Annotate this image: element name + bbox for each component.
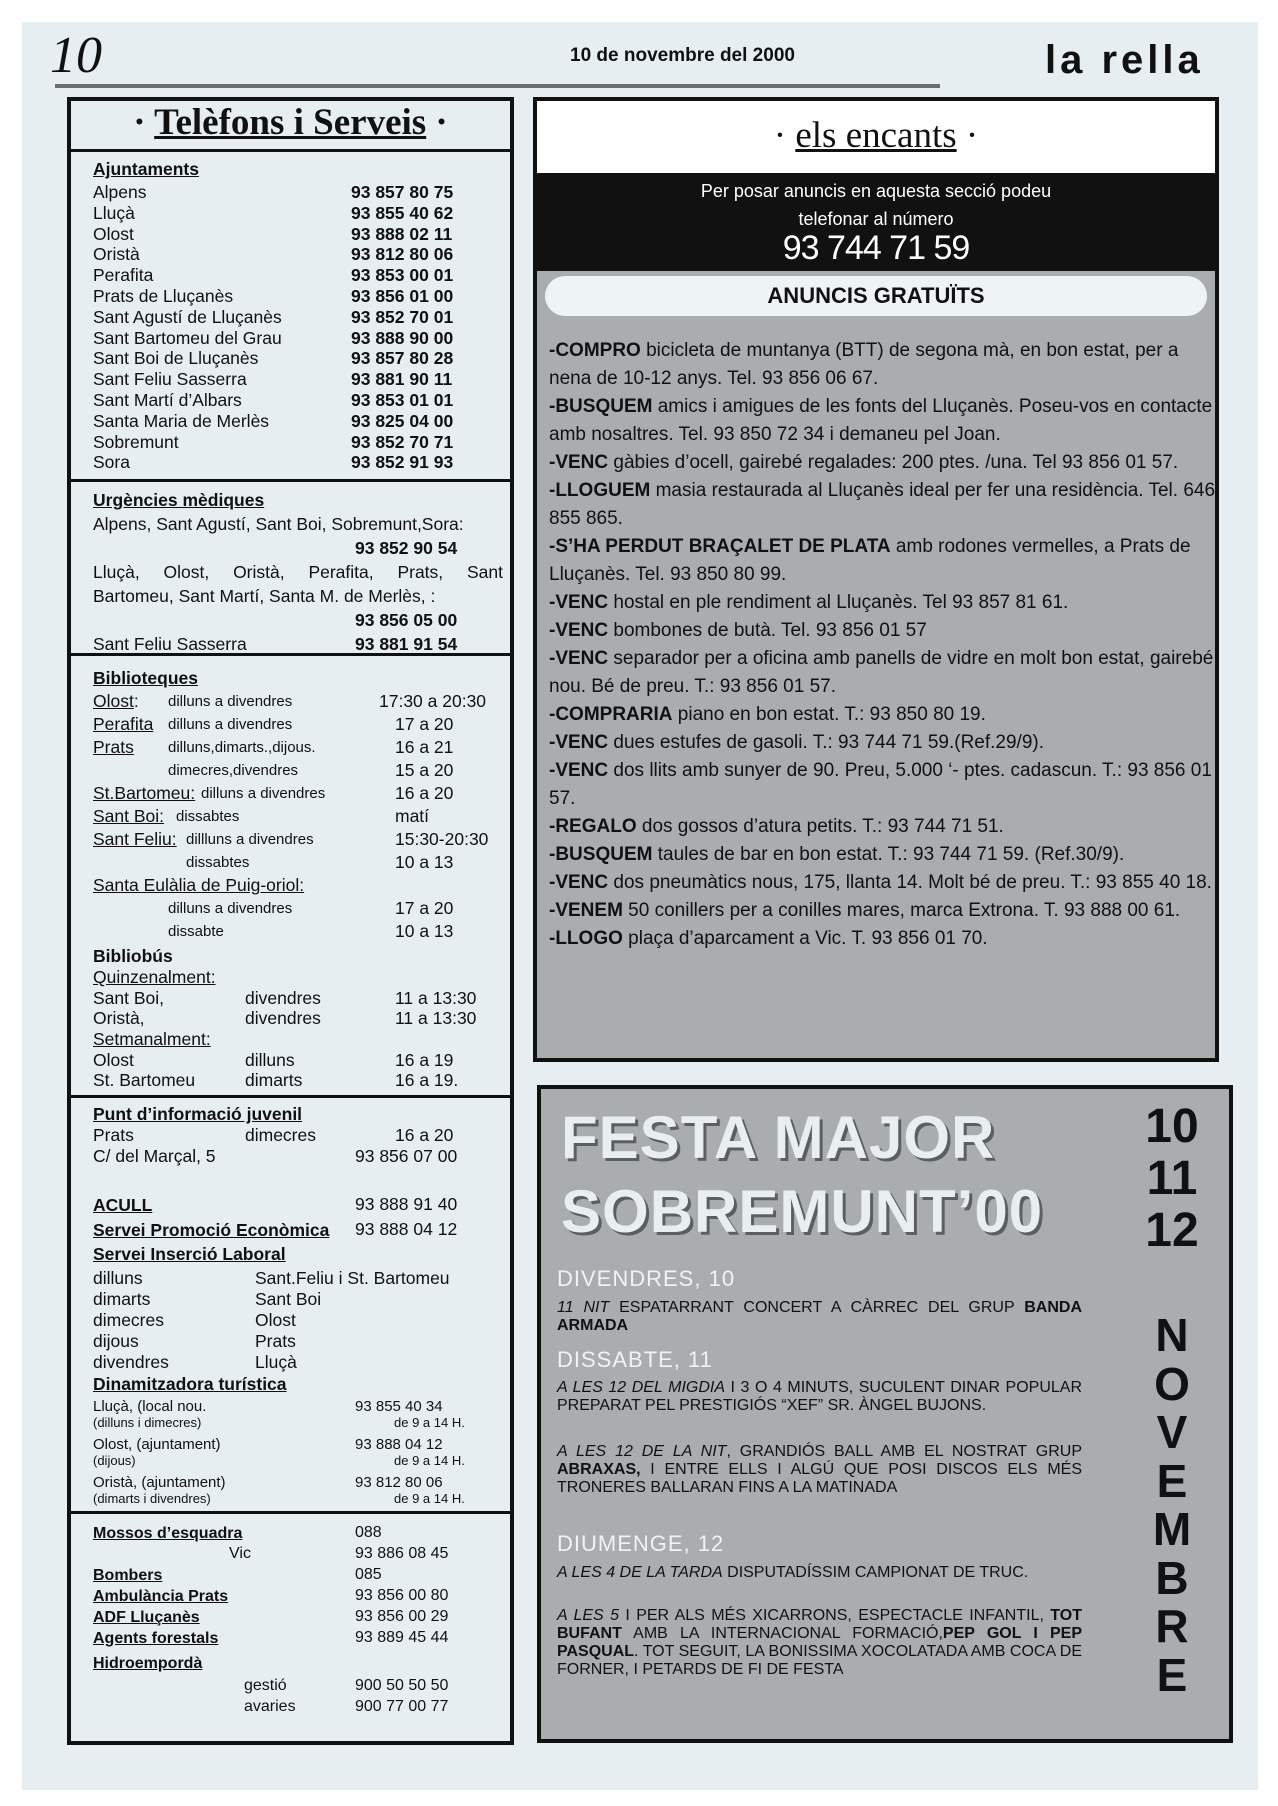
bibliobus-q2-place: Oristà, (93, 1008, 145, 1028)
ajuntament-phone: 93 855 40 62 (351, 202, 454, 223)
classified-ad (549, 337, 1219, 393)
ad-keyword: -VENEM (549, 900, 623, 921)
lib-santaeulalia: Santa Eulàlia de Puig-oriol: (93, 875, 305, 895)
classified-ad (549, 645, 1219, 701)
bibliobus-quinzenal: Quinzenalment: (93, 967, 216, 987)
classified-ad (549, 757, 1219, 813)
lib-perafita: Perafita (93, 714, 154, 734)
lib-santaeulalia-hours: 17 a 20 (395, 898, 454, 918)
ad-text: gàbies d’ocell, gairebé regalades: 200 ptes. /una. Tel 93 856 01 57. (608, 452, 1179, 473)
classified-ad (549, 841, 1219, 869)
encants-info-line2: telefonar al número (798, 209, 954, 229)
agents-label: Agents forestals (93, 1630, 219, 1647)
punt-section (71, 1098, 510, 1514)
encants-info-phone: 93 744 71 59 (782, 229, 970, 267)
punt-day: dimecres (245, 1125, 316, 1145)
dinam-orista-days: (dimarts i divendres) (93, 1491, 211, 1506)
ad-text: piano en bon estat. T.: 93 850 80 19. (672, 704, 986, 725)
ajuntament-name: Sant Agustí de Lluçanès (93, 306, 282, 327)
insercio-day: dijous (93, 1331, 139, 1351)
ajuntaments-section (71, 149, 510, 482)
festa-month-letter: N (1155, 1309, 1189, 1361)
insercio-place: Lluçà (255, 1352, 297, 1372)
ajuntament-name: Sant Boi de Lluçanès (93, 348, 259, 369)
bibliobus-s2-place: St. Bartomeu (93, 1070, 196, 1090)
insercio-day: divendres (93, 1352, 169, 1372)
bibliobus-setmanal: Setmanalment: (93, 1029, 211, 1049)
acull-label: ACULL (93, 1195, 153, 1215)
issue-date: 10 de novembre del 2000 (570, 45, 795, 66)
punt-phone: 93 856 07 00 (355, 1146, 458, 1166)
dinamitzadora-heading: Dinamitzadora turística (93, 1374, 287, 1394)
insercio-heading: Servei Inserció Laboral (93, 1244, 286, 1264)
ad-text: masia restaurada al Lluçanès ideal per fer una residència. Tel. 646 855 865. (549, 480, 1216, 529)
urgencies-phone-1: 93 852 90 54 (355, 538, 458, 558)
vic-label: Vic (229, 1545, 251, 1562)
dinam-olost-hours: de 9 a 14 H. (394, 1453, 465, 1468)
classified-ad (549, 701, 1219, 729)
lib-stbartomeu: St.Bartomeu: (93, 783, 196, 803)
classified-ad (549, 589, 1219, 617)
ajuntament-phone: 93 853 01 01 (351, 390, 454, 410)
ajuntament-phone: 93 881 90 11 (351, 369, 453, 390)
festa-title-line2: SOBREMUNT’00 (561, 1178, 1044, 1245)
bibliobus-q1-place: Sant Boi, (93, 988, 165, 1008)
lib-prats-days: dilluns,dimarts.,dijous. (168, 739, 316, 756)
festa-month-letter: V (1156, 1406, 1188, 1458)
ad-keyword: -VENC (549, 648, 609, 669)
promocio-label: Servei Promoció Econòmica (93, 1220, 330, 1240)
urgencies-section (71, 482, 510, 656)
festa-event-dinar: A LES 12 DEL MIGDIA I 3 O 4 MINUTS, SUCULENT DINAR POPULAR PREPARAT PEL PRESTIGIÓS “XEF” SR. ÀNGEL BUJONS. (557, 1379, 1083, 1414)
bibliobus-heading: Bibliobús (93, 946, 173, 966)
dinam-orista-hours: de 9 a 14 H. (394, 1491, 465, 1506)
ajuntament-phone: 93 825 04 00 (351, 410, 454, 431)
insercio-day: dilluns (93, 1268, 143, 1288)
festa-event-concert: 11 NIT ESPATARRANT CONCERT A CÀRREC DEL GRUP BANDA ARMADA (557, 1299, 1083, 1334)
festa-day-heading-3: DIUMENGE, 12 (557, 1531, 725, 1556)
festa-event-infantil: A LES 5 I PER ALS MÉS XICARRONS, ESPECTACLE INFANTIL, TOT BUFANT AMB LA INTERNACIONAL FORMACIÓ,PEP GOL I PEP PASQUAL. TOT SEGUIT, LA BONISSIMA XOCOLATADA AMB COCA DE FORNER, I PETARDS DE FI DE FESTA (557, 1607, 1082, 1678)
bibliobus-s1-day: dilluns (245, 1050, 295, 1070)
lib-santfeliu-hours: 15:30-20:30 (395, 829, 489, 849)
ad-keyword: -BUSQUEM (549, 396, 653, 417)
ambulancia-phone: 93 856 00 80 (355, 1587, 449, 1604)
urgencies-group-2-line2: Bartomeu, Sant Martí, Santa M. de Merlès, : (93, 586, 436, 606)
ajuntament-phone: 93 857 80 28 (351, 348, 454, 369)
classified-ad (549, 925, 1219, 953)
gestio-phone: 900 50 50 50 (355, 1677, 449, 1694)
urgencies-group-3: Sant Feliu Sasserra (93, 634, 247, 654)
punt-heading: Punt d’informació juvenil (93, 1104, 303, 1124)
classified-ad (549, 729, 1219, 757)
telefons-title: · Telèfons i Serveis · (71, 101, 510, 152)
urgencies-group-1: Alpens, Sant Agustí, Sant Boi, Sobremunt,Sora: (93, 514, 464, 534)
festa-day-1: 10 (1145, 1100, 1199, 1153)
festa-event-ball: A LES 12 DE LA NIT, GRANDIÓS BALL AMB EL NOSTRAT GRUP ABRAXAS, I ENTRE ELLS I ALGÚ QUE POSI DISCOS ELS MÉS TRONERES BALLARAN FINS A LA MATINADA (557, 1443, 1083, 1496)
lib-stbartomeu-days: dilluns a divendres (201, 785, 326, 802)
publication-logo: la rella (1045, 38, 1204, 82)
ajuntament-name: Santa Maria de Merlès (93, 410, 270, 431)
hidro-label: Hidroempordà (93, 1655, 203, 1672)
insercio-place: Sant.Feliu i St. Bartomeu (255, 1268, 450, 1288)
classified-ad (549, 869, 1219, 897)
ad-text: amb rodones vermelles, a Prats de Lluçanès. Tel. 93 850 80 99. (549, 536, 1191, 585)
avaries-phone: 900 77 00 77 (355, 1698, 449, 1715)
anuncis-gratuits-banner: ANUNCIS GRATUÏTS (545, 276, 1207, 316)
ad-keyword: -VENC (549, 760, 609, 781)
avaries-label: avaries (244, 1698, 296, 1715)
lib-santaeulalia-hours-2: 10 a 13 (395, 921, 454, 941)
ad-keyword: -VENC (549, 872, 609, 893)
agents-phone: 93 889 45 44 (355, 1629, 449, 1646)
header-rule (55, 84, 940, 88)
classified-ad (549, 617, 1219, 645)
ad-keyword: -COMPRARIA (549, 704, 673, 725)
lib-prats: Prats (93, 737, 134, 757)
ad-keyword: -VENC (549, 452, 609, 473)
festa-month-letter: E (1156, 1648, 1188, 1701)
lib-santfeliu-hours-2: 10 a 13 (395, 852, 454, 872)
mossos-phone: 088 (355, 1524, 382, 1541)
dinam-lluca-days: (dilluns i dimecres) (93, 1415, 202, 1430)
insercio-place: Olost (255, 1310, 296, 1330)
classified-ad (549, 533, 1219, 589)
ad-keyword: -S’HA PERDUT BRAÇALET DE PLATA (549, 536, 891, 557)
bibliobus-q1-day: divendres (245, 988, 321, 1008)
classified-ad (549, 813, 1219, 841)
dinam-olost-phone: 93 888 04 12 (355, 1436, 443, 1453)
ajuntament-phone: 93 852 70 01 (351, 306, 454, 327)
lib-olost-days: dilluns a divendres (168, 693, 293, 710)
punt-place: Prats (93, 1125, 134, 1145)
lib-olost-hours: 17:30 a 20:30 (379, 691, 487, 711)
classified-ad (549, 897, 1219, 925)
acull-phone: 93 888 91 40 (355, 1194, 458, 1214)
dinam-lluca-phone: 93 855 40 34 (355, 1398, 443, 1415)
urgencies-phone-3: 93 881 91 54 (355, 634, 458, 654)
encants-info-line1: Per posar anuncis en aquesta secció podeu (700, 181, 1052, 201)
ad-keyword: -VENC (549, 620, 609, 641)
biblioteques-heading: Biblioteques (93, 668, 199, 688)
bibliobus-s1-place: Olost (93, 1050, 134, 1070)
punt-hours: 16 a 20 (395, 1125, 454, 1145)
lib-santfeliu: Sant Feliu: (93, 829, 177, 849)
lib-perafita-days: dilluns a divendres (168, 716, 293, 733)
urgencies-heading: Urgències mèdiques (93, 490, 265, 510)
ad-text: dos pneumàtics nous, 175, llanta 14. Molt bé de preu. T.: 93 855 40 18. (608, 872, 1212, 893)
lib-santaeulalia-days: dilluns a divendres (168, 900, 293, 917)
lib-olost: Olost: (93, 691, 139, 711)
ajuntament-name: Sant Bartomeu del Grau (93, 327, 282, 348)
festa-day-3: 12 (1145, 1204, 1199, 1257)
ad-text: hostal en ple rendiment al Lluçanès. Tel 93 857 81 61. (608, 592, 1069, 613)
urgencies-group-2-line1: Lluçà, Olost, Oristà, Perafita, Prats, Sant (93, 562, 503, 582)
encants-box (533, 97, 1219, 1062)
ad-text: separador per a oficina amb panells de vidre en molt bon estat, gairebé nou. Bé de preu. T.: 93 856 01 57. (549, 648, 1214, 697)
ajuntament-phone: 93 853 00 01 (351, 265, 454, 286)
lib-santboi-hours: matí (395, 806, 430, 826)
insercio-place: Prats (255, 1331, 296, 1351)
lib-santaeulalia-days-2: dissabte (168, 923, 224, 940)
lib-santfeliu-days: dillluns a divendres (186, 831, 314, 848)
ajuntament-name: Perafita (93, 265, 154, 286)
ad-keyword: -LLOGO (549, 928, 623, 949)
dinam-orista: Oristà, (ajuntament) (93, 1474, 226, 1491)
insercio-day: dimarts (93, 1289, 151, 1309)
festa-day-heading-2: DISSABTE, 11 (557, 1347, 713, 1372)
lib-stbartomeu-hours: 16 a 20 (395, 783, 454, 803)
ajuntament-phone: 93 852 70 71 (351, 431, 454, 452)
dinam-olost-days: (dijous) (93, 1453, 136, 1468)
ad-keyword: -VENC (549, 732, 609, 753)
encants-info-band (537, 173, 1215, 271)
bibliobus-s1-hours: 16 a 19 (395, 1050, 454, 1070)
dinam-lluca-hours: de 9 a 14 H. (394, 1415, 465, 1430)
ajuntaments-heading: Ajuntaments (93, 159, 199, 179)
insercio-place: Sant Boi (255, 1289, 322, 1309)
ajuntament-phone: 93 888 90 00 (351, 327, 454, 348)
ad-text: dos llits amb sunyer de 90. Preu, 5.000 ‘- ptes. cadascun. T.: 93 856 01 57. (549, 760, 1212, 809)
bibliobus-s2-day: dimarts (245, 1070, 303, 1090)
ad-text: 50 conillers per a conilles mares, marca Extrona. T. 93 888 00 61. (622, 900, 1181, 921)
ajuntament-phone: 93 852 91 93 (351, 452, 454, 473)
festa-day-heading-1: DIVENDRES, 10 (557, 1266, 736, 1291)
punt-address: C/ del Marçal, 5 (93, 1146, 216, 1166)
ad-keyword: -REGALO (549, 816, 637, 837)
ad-keyword: -COMPRO (549, 340, 641, 361)
classified-ads-list (549, 337, 1219, 953)
ambulancia-label: Ambulància Prats (93, 1588, 229, 1605)
classified-ad (549, 477, 1219, 533)
bombers-phone: 085 (355, 1566, 382, 1583)
festa-month-letter: M (1152, 1503, 1192, 1555)
ad-keyword: -VENC (549, 592, 609, 613)
classified-ad (549, 449, 1219, 477)
lib-prats-days-2: dimecres,divendres (168, 762, 299, 779)
bibliobus-q2-day: divendres (245, 1008, 321, 1028)
ad-text: taules de bar en bon estat. T.: 93 744 71 59. (Ref.30/9). (652, 844, 1125, 865)
vic-phone: 93 886 08 45 (355, 1545, 449, 1562)
ajuntament-name: Sora (93, 452, 130, 473)
dinam-lluca: Lluçà, (local nou. (93, 1398, 207, 1415)
ad-text: dues estufes de gasoli. T.: 93 744 71 59.(Ref.29/9). (608, 732, 1045, 753)
ajuntament-name: Lluçà (93, 202, 135, 223)
emergencia-section (71, 1514, 510, 1741)
adf-label: ADF Lluçanès (93, 1609, 200, 1626)
ad-keyword: -BUSQUEM (549, 844, 653, 865)
festa-day-2: 11 (1146, 1152, 1198, 1205)
insercio-day: dimecres (93, 1310, 164, 1330)
festa-month-letter: E (1156, 1454, 1188, 1507)
ajuntament-phone: 93 888 02 11 (351, 223, 453, 244)
urgencies-phone-2: 93 856 05 00 (355, 610, 458, 630)
biblioteques-section (71, 656, 510, 1098)
ajuntament-name: Prats de Lluçanès (93, 286, 234, 306)
ad-text: bombones de butà. Tel. 93 856 01 57 (608, 620, 927, 641)
lib-santboi: Sant Boi: (93, 806, 165, 826)
festa-title-line1: FESTA MAJOR (561, 1104, 996, 1171)
ad-text: amics i amigues de les fonts del Lluçanès. Poseu-vos en contacte amb nosaltres. Tel. 93 850 72 34 i demaneu pel Joan. (549, 396, 1213, 445)
ajuntament-phone: 93 857 80 75 (351, 182, 454, 202)
adf-phone: 93 856 00 29 (355, 1608, 449, 1625)
ad-text: bicicleta de muntanya (BTT) de segona mà, en bon estat, per a nena de 10-12 anys. Tel. 93 856 06 67. (549, 340, 1179, 389)
bibliobus-q1-hours: 11 a 13:30 (395, 988, 477, 1008)
festa-event-truc: A LES 4 DE LA TARDA DISPUTADÍSSIM CAMPIONAT DE TRUC. (557, 1564, 1029, 1581)
ajuntament-phone: 93 856 01 00 (351, 286, 454, 306)
dinam-orista-phone: 93 812 80 06 (355, 1474, 443, 1491)
classified-ad (549, 393, 1219, 449)
ajuntament-name: Olost (93, 223, 134, 244)
ajuntament-name: Oristà (93, 244, 140, 265)
ajuntament-phone: 93 812 80 06 (351, 244, 454, 265)
ad-keyword: -LLOGUEM (549, 480, 651, 501)
ad-text: dos gossos d’atura petits. T.: 93 744 71 51. (636, 816, 1004, 837)
lib-perafita-hours: 17 a 20 (395, 714, 454, 734)
festa-month-letter: R (1155, 1600, 1189, 1652)
festa-month-letter: O (1154, 1357, 1190, 1410)
bibliobus-s2-hours: 16 a 19. (395, 1070, 459, 1090)
ajuntament-name: Sant Feliu Sasserra (93, 369, 247, 390)
ajuntament-name: Sant Martí d’Albars (93, 390, 242, 410)
ajuntament-name: Sobremunt (93, 431, 179, 452)
page-number: 10 (50, 27, 102, 84)
lib-santboi-days: dissabtes (176, 808, 240, 825)
encants-title: · els encants · (537, 101, 1215, 176)
ad-text: plaça d’aparcament a Vic. T. 93 856 01 70. (622, 928, 988, 949)
lib-prats-hours-2: 15 a 20 (395, 760, 454, 780)
lib-prats-hours: 16 a 21 (395, 737, 454, 757)
gestio-label: gestió (244, 1677, 287, 1694)
mossos-label: Mossos d’esquadra (93, 1525, 243, 1542)
ajuntament-name: Alpens (93, 182, 147, 202)
festa-major-box (537, 1085, 1233, 1743)
lib-santfeliu-days-2: dissabtes (186, 854, 250, 871)
telefons-box (67, 97, 514, 1745)
promocio-phone: 93 888 04 12 (355, 1219, 458, 1239)
bibliobus-q2-hours: 11 a 13:30 (395, 1008, 477, 1028)
bombers-label: Bombers (93, 1567, 163, 1584)
festa-month-letter: B (1155, 1551, 1189, 1604)
dinam-olost: Olost, (ajuntament) (93, 1436, 221, 1453)
